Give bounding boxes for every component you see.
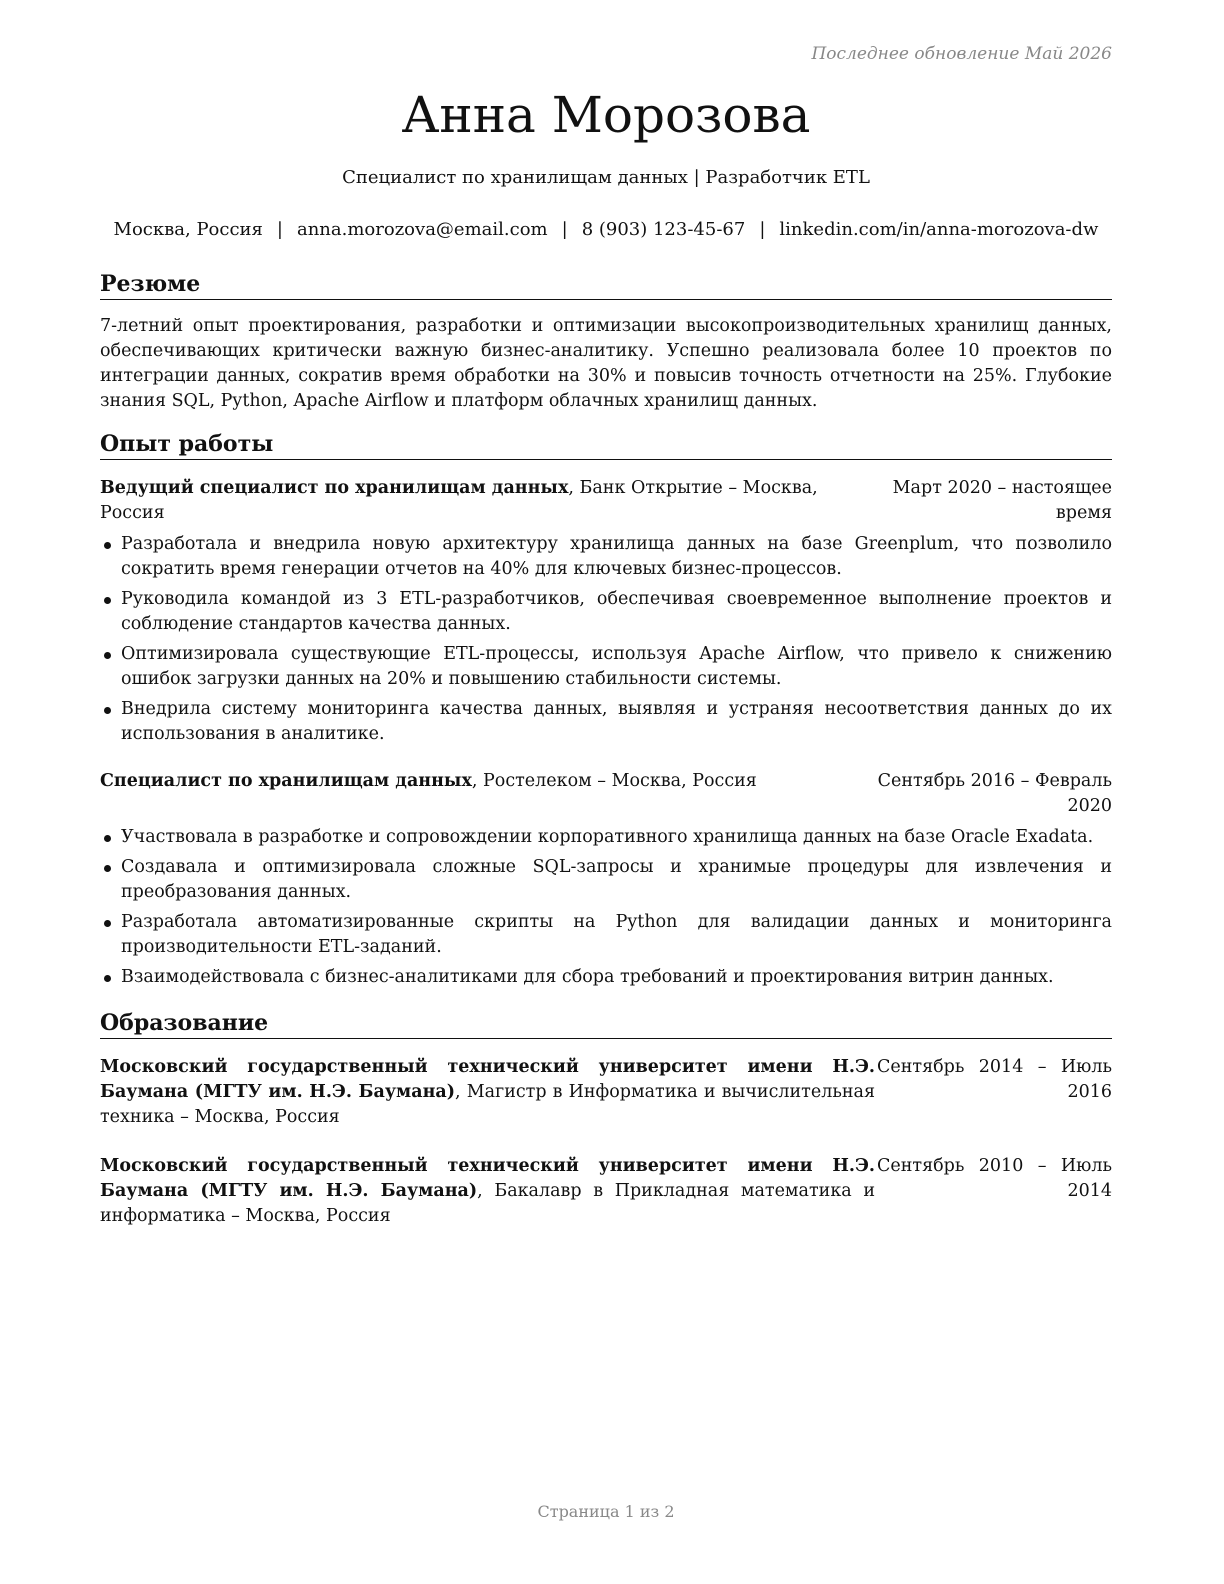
education-main (100, 1055, 875, 1130)
job-position: Ведущий специалист по хранилищам данных (100, 478, 569, 498)
candidate-name: Анна Морозова (401, 86, 811, 144)
job-bullet: Руководила командой из 3 ETL-разработчиков, обеспечивая своевременное выполнение проектов и соблюдение стандартов качества данных. (100, 587, 1112, 637)
contact-linkedin[interactable]: linkedin.com/in/anna-morozova-dw (779, 219, 1099, 240)
education-main (100, 1154, 875, 1229)
experience-section (100, 430, 1112, 995)
job-position: Специалист по хранилищам данных (100, 771, 472, 791)
education-section (100, 1009, 1112, 1229)
contact-phone[interactable]: 8 (903) 123-45-67 (581, 219, 746, 240)
job-header (100, 476, 1112, 526)
education-institution: Московский государственный технический университет имени Н.Э. Баумана (МГТУ им. Н.Э. Баумана) (100, 1156, 875, 1201)
job-bullet: Разработала и внедрила новую архитектуру хранилища данных на базе Greenplum, что позволило сократить время генерации отчетов на 40% для ключевых бизнес-процессов. (100, 532, 1112, 582)
job-dates: Март 2020 – настоящее время (892, 478, 1112, 523)
candidate-subtitle: Специалист по хранилищам данных | Разработчик ETL (342, 167, 870, 188)
job-bullet: Создавала и оптимизировала сложные SQL-запросы и хранимые процедуры для извлечения и преобразования данных. (100, 855, 1112, 905)
contact-location: Москва, Россия (113, 219, 263, 240)
job-dates: Сентябрь 2016 – Февраль 2020 (877, 771, 1112, 816)
resume-page (100, 0, 1112, 1584)
job-title-line (100, 476, 877, 526)
education-details: , Бакалавр в Прикладная математика и информатика – Москва, Россия (100, 1181, 875, 1226)
job-company: , Ростелеком – Москва, Россия (471, 771, 757, 791)
summary-section (100, 270, 1112, 414)
job-title-line (100, 769, 877, 819)
job-bullet: Взаимодействовала с бизнес-аналитиками для сбора требований и проектирования витрин данных. (100, 965, 1112, 990)
job-bullet: Оптимизировала существующие ETL-процессы, используя Apache Airflow, что привело к снижению ошибок загрузки данных на 20% и повышению стабильности системы. (100, 642, 1112, 692)
summary-text: 7-летний опыт проектирования, разработки и оптимизации высокопроизводительных хранилищ данных, обеспечивающих критически важную бизнес-аналитику. Успешно реализовала более 10 проектов по интеграции данных, сократив время обработки на 30% и повысив точность отчетности на 25%. Глубокие знания SQL, Python, Apache Airflow и платформ облачных хранилищ данных. (100, 316, 1112, 411)
contact-separator: | (759, 219, 766, 240)
job-entry (100, 769, 1112, 990)
education-dates: Сентябрь 2010 – Июль 2014 (877, 1156, 1112, 1201)
education-heading: Образование (100, 1009, 1112, 1039)
education-dates: Сентябрь 2014 – Июль 2016 (877, 1057, 1112, 1102)
contact-email[interactable]: anna.morozova@email.com (296, 219, 548, 240)
job-bullets (100, 532, 1112, 747)
experience-heading: Опыт работы (100, 430, 1112, 460)
contact-separator: | (276, 219, 283, 240)
job-entry (100, 476, 1112, 747)
job-bullet: Участвовала в разработке и сопровождении корпоративного хранилища данных на базе Oracle Exadata. (100, 825, 1112, 850)
last-updated: Последнее обновление Май 2026 (811, 44, 1112, 64)
contact-separator: | (561, 219, 568, 240)
job-bullets (100, 825, 1112, 990)
contact-line (100, 219, 1112, 240)
education-details: , Магистр в Информатика и вычислительная техника – Москва, Россия (100, 1082, 875, 1127)
education-entry (100, 1154, 1112, 1229)
page-number: Страница 1 из 2 (537, 1502, 675, 1521)
summary-heading: Резюме (100, 270, 1112, 300)
education-institution: Московский государственный технический университет имени Н.Э. Баумана (МГТУ им. Н.Э. Баумана) (100, 1057, 875, 1102)
job-header (100, 769, 1112, 819)
job-company: , Банк Открытие – Москва, Россия (100, 478, 818, 523)
job-bullet: Разработала автоматизированные скрипты на Python для валидации данных и мониторинга производительности ETL-заданий. (100, 910, 1112, 960)
education-entry (100, 1055, 1112, 1130)
job-bullet: Внедрила систему мониторинга качества данных, выявляя и устраняя несоответствия данных до их использования в аналитике. (100, 697, 1112, 747)
